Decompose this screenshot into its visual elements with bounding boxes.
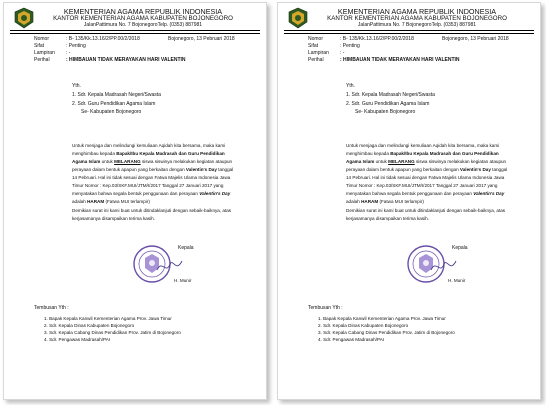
body-line-8: adalah HARAM (Fatwa MUI terlampir) [72, 199, 150, 204]
letterhead-rule-thin [284, 33, 534, 34]
nomor-label: Nomor [308, 36, 324, 42]
cc-item-4: 4. Sdr. Pengawas Madrasah/PAI [318, 337, 385, 342]
letterhead-address: JalanPattimura No. 7 BojonegoroTelp. (0353) 887981 [357, 22, 477, 28]
body-line-10: kerjasamanya disampaikan terima kasih. [346, 216, 429, 221]
letterhead-rule-thin [10, 33, 260, 34]
sifat-value: : Penting [340, 43, 360, 49]
body-line-6: Timur Nomor : Kep.03/SKF.MUI/JTM/I/2017 Tanggal 27 Januari 2017 yang [72, 183, 224, 188]
body-line-9: Demikian surat ini kami buat untuk ditindaklanjuti dengan sebaik-baiknya, atas [346, 208, 506, 213]
signer-title: Kepala [452, 245, 468, 251]
body-line-2: menghimbau kepada Bapak/Ibu Kepala Madrasah dan Guru Pendidikan [346, 151, 499, 156]
recipient-2: 2. Sdr. Guru Pendidikan Agama Islam [346, 101, 430, 107]
letter-date: Bojonegoro, 13 Pebruari 2018 [168, 36, 235, 42]
perihal-label: Perihal [308, 57, 324, 63]
body-line-7: menyatakan bahwa segala bentuk penggunaan dan perayaan Valentin's Day [346, 191, 505, 196]
tembusan-label: Tembusan Yth : [34, 305, 69, 311]
cc-item-2: 2. Sdr. Kepala Dinas Kabupaten Bojonegoro [44, 323, 135, 328]
body-line-9: Demikian surat ini kami buat untuk ditindaklanjuti dengan sebaik-baiknya, atas [72, 208, 232, 213]
lampiran-label: Lampiran [308, 50, 329, 56]
tembusan-label: Tembusan Yth : [308, 305, 343, 311]
body-line-5: 14 Pebruari. Hal ini tidak sesuai dengan Fatwa Majelis Ulama Indonesia Jawa [346, 175, 505, 180]
letterhead-title: KEMENTERIAN AGAMA REPUBLIK INDONESIA [337, 7, 497, 16]
body-line-5: 14 Pebruari. Hal ini tidak sesuai dengan Fatwa Majelis Ulama Indonesia Jawa [72, 175, 231, 180]
body-line-7: menyatakan bahwa segala bentuk penggunaan dan perayaan Valentin's Day [72, 191, 231, 196]
letterhead-rule [284, 30, 534, 31]
letterhead-rule [10, 30, 260, 31]
body-line-10: kerjasamanya disampaikan terima kasih. [72, 216, 155, 221]
letterhead-address: JalanPattimura No. 7 BojonegoroTelp. (0353) 887981 [83, 22, 203, 28]
body-line-1: Untuk menjaga dan melindungi kemuliaan Aqidah kita bersama, maka kami [346, 143, 500, 148]
yth-label: Yth. [346, 83, 355, 89]
signer-title: Kepala [178, 245, 194, 251]
perihal-value: : HIMBAUAN TIDAK MERAYAKAN HARI VALENTIN [340, 57, 460, 63]
cc-item-1: 1. Bapak Kepala Kanwil Kementerian Agama Prov. Jawa Timur [44, 316, 172, 321]
sifat-value: : Penting [66, 43, 86, 49]
perihal-label: Perihal [34, 57, 50, 63]
recipient-place: Se- Kabupaten Bojonegoro [355, 109, 416, 115]
nomor-value: : B- 135/Kk.13.16/2/PP.00/2/2018 [66, 36, 140, 42]
sifat-label: Sifat [34, 43, 45, 49]
recipient-place: Se- Kabupaten Bojonegoro [81, 109, 142, 115]
cc-item-1: 1. Bapak Kepala Kanwil Kementerian Agama Prov. Jawa Timur [318, 316, 446, 321]
signature-icon [428, 255, 458, 277]
nomor-value: : B- 135/Kk.13.16/2/PP.00/2/2018 [340, 36, 414, 42]
cc-item-2: 2. Sdr. Kepala Dinas Kabupaten Bojonegoro [318, 323, 409, 328]
lampiran-value: : - [66, 50, 71, 56]
body-line-3: Agama Islam untuk MELARANG siswa siswinya melakukan kegiatan ataupun [72, 159, 233, 164]
body-line-3: Agama Islam untuk MELARANG siswa siswinya melakukan kegiatan ataupun [346, 159, 507, 164]
cc-item-3: 3. Sdr. Kepala Cabang Dinas Pendidikan Prov. Jatim di Bojonegoro [318, 330, 455, 335]
letter-page-left [3, 2, 267, 400]
letterhead-office: KANTOR KEMENTERIAN AGAMA KABUPATEN BOJONEGORO [53, 15, 233, 22]
letterhead-title: KEMENTERIAN AGAMA REPUBLIK INDONESIA [63, 7, 223, 16]
letter-page-right [277, 2, 541, 400]
letterhead-office: KANTOR KEMENTERIAN AGAMA KABUPATEN BOJONEGORO [327, 15, 507, 22]
signer-name-fragment: H. Munir [174, 278, 192, 283]
body-line-6: Timur Nomor : Kep.03/SKF.MUI/JTM/I/2017 Tanggal 27 Januari 2017 yang [346, 183, 498, 188]
lampiran-value: : - [340, 50, 345, 56]
yth-label: Yth. [72, 83, 81, 89]
sifat-label: Sifat [308, 43, 319, 49]
recipient-2: 2. Sdr. Guru Pendidikan Agama Islam [72, 101, 156, 107]
nomor-label: Nomor [34, 36, 50, 42]
body-line-8: adalah HARAM (Fatwa MUI terlampir) [346, 199, 424, 204]
cc-item-3: 3. Sdr. Kepala Cabang Dinas Pendidikan Prov. Jatim di Bojonegoro [44, 330, 181, 335]
body-line-2: menghimbau kepada Bapak/Ibu Kepala Madrasah dan Guru Pendidikan [72, 151, 225, 156]
body-line-4: perayaan dalam bentuk apapun yang berkaitan dengan Valentin's Day tanggal [346, 167, 508, 172]
recipient-1: 1. Sdr. Kepala Madrasah Negeri/Swasta [72, 92, 161, 98]
recipient-1: 1. Sdr. Kepala Madrasah Negeri/Swasta [346, 92, 435, 98]
body-line-4: perayaan dalam bentuk apapun yang berkaitan dengan Valentin's Day tanggal [72, 167, 234, 172]
body-line-1: Untuk menjaga dan melindungi kemuliaan Aqidah kita bersama, maka kami [72, 143, 226, 148]
perihal-value: : HIMBAUAN TIDAK MERAYAKAN HARI VALENTIN [66, 57, 186, 63]
letter-date: Bojonegoro, 13 Pebruari 2018 [442, 36, 509, 42]
signer-name-fragment: H. Munir [448, 278, 466, 283]
cc-item-4: 4. Sdr. Pengawas Madrasah/PAI [44, 337, 111, 342]
signature-icon [154, 255, 184, 277]
lampiran-label: Lampiran [34, 50, 55, 56]
